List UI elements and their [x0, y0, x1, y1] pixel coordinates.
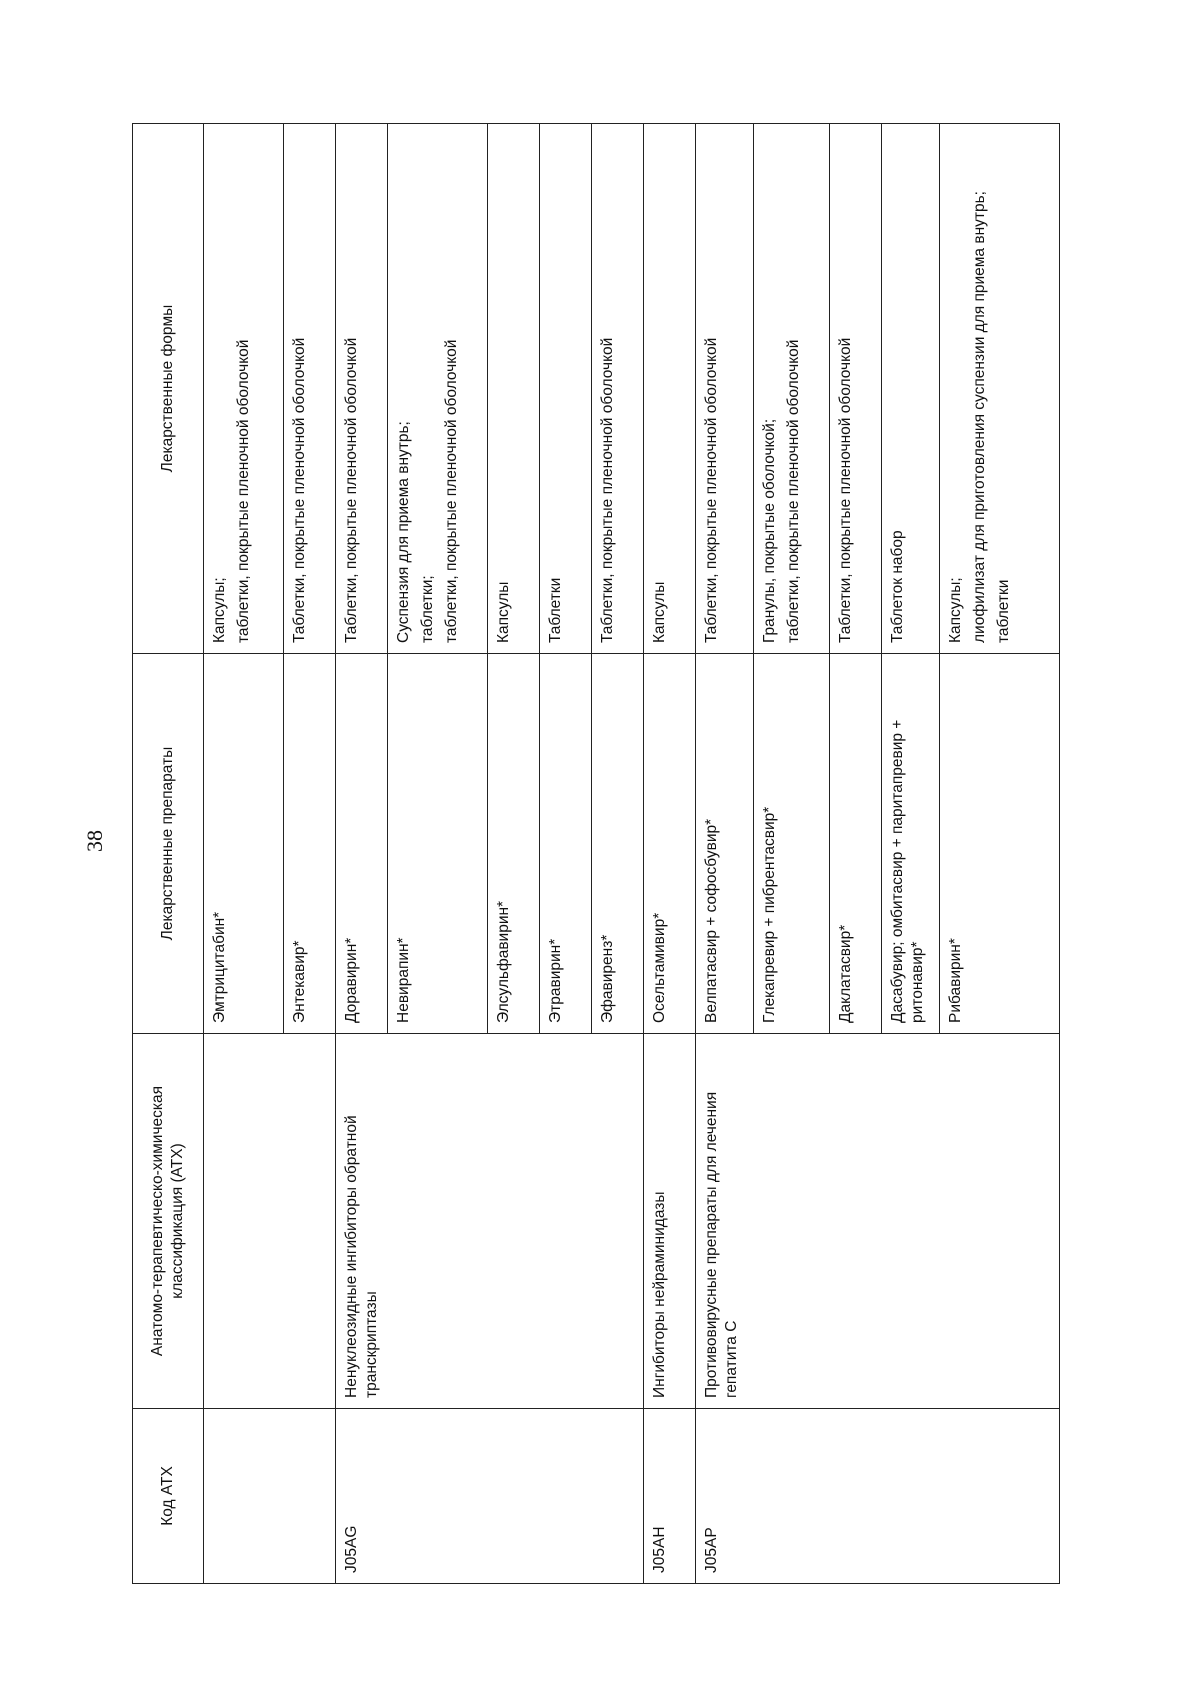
atc-classification-cell: [204, 1034, 336, 1409]
dosage-forms-cell: [830, 124, 882, 654]
dosage-form-line: Таблеток набор: [889, 530, 906, 643]
dosage-form-line: Капсулы;: [947, 577, 964, 643]
page-number: 38: [82, 830, 107, 852]
dosage-forms-cell: [488, 124, 540, 654]
atc-classification-cell: Ненуклеозидные ингибиторы обратной транскриптазы: [336, 1034, 644, 1409]
table-header-row: [133, 124, 204, 1584]
drug-name-cell: Рибавирин*: [940, 654, 1060, 1034]
drug-name-cell: Даклатасвир*: [830, 654, 882, 1034]
drug-name-cell: Дасабувир; омбитасвир + паритапревир + ритонавир*: [882, 654, 940, 1034]
atc-classification-cell: Противовирусные препараты для лечения гепатита С: [696, 1034, 1060, 1409]
dosage-form-line: таблетки;: [419, 575, 436, 643]
drug-name-cell: Велпатасвир + софосбувир*: [696, 654, 754, 1034]
dosage-forms-cell: [754, 124, 830, 654]
dosage-form-line: Таблетки, покрытые пленочной оболочкой: [343, 337, 360, 643]
dosage-form-line: таблетки: [995, 579, 1012, 643]
table-body: [204, 124, 1060, 1584]
table-row: [204, 124, 284, 1584]
dosage-form-line: Таблетки, покрытые пленочной оболочкой: [703, 337, 720, 643]
table-row: [696, 124, 754, 1584]
atc-code-cell: J05AG: [336, 1409, 644, 1584]
dosage-forms-cell: [540, 124, 592, 654]
dosage-forms-cell: [388, 124, 488, 654]
dosage-form-line: Капсулы: [495, 581, 512, 643]
dosage-forms-cell: [336, 124, 388, 654]
dosage-form-line: Таблетки: [547, 577, 564, 643]
atc-code-cell: J05AP: [696, 1409, 1060, 1584]
drug-table: [132, 123, 1060, 1584]
dosage-forms-cell: [644, 124, 696, 654]
dosage-forms-cell: [284, 124, 336, 654]
drug-name-cell: Эмтрицитабин*: [204, 654, 284, 1034]
dosage-forms-cell: [940, 124, 1060, 654]
atc-classification-cell: Ингибиторы нейраминидазы: [644, 1034, 696, 1409]
table-row: [644, 124, 696, 1584]
header-drugs: Лекарственные препараты: [133, 654, 204, 1034]
dosage-form-line: Таблетки, покрытые пленочной оболочкой: [599, 337, 616, 643]
drug-name-cell: Этравирин*: [540, 654, 592, 1034]
dosage-form-line: Таблетки, покрытые пленочной оболочкой: [291, 337, 308, 643]
dosage-forms-cell: [696, 124, 754, 654]
drug-name-cell: Эфавиренз*: [592, 654, 644, 1034]
atc-code-cell: [204, 1409, 336, 1584]
drug-name-cell: Доравирин*: [336, 654, 388, 1034]
dosage-form-line: таблетки, покрытые пленочной оболочкой: [235, 339, 252, 643]
drug-name-cell: Осельтамивир*: [644, 654, 696, 1034]
atc-code-cell: J05AH: [644, 1409, 696, 1584]
dosage-form-line: Суспензия для приема внутрь;: [395, 421, 412, 643]
dosage-forms-cell: [204, 124, 284, 654]
drug-table-container: [132, 124, 1087, 1584]
table-row: [336, 124, 388, 1584]
dosage-form-line: Таблетки, покрытые пленочной оболочкой: [837, 337, 854, 643]
header-classification: Анатомо-терапевтическо-химическая классификация (АТХ): [133, 1034, 204, 1409]
dosage-forms-cell: [592, 124, 644, 654]
dosage-form-line: Капсулы: [651, 581, 668, 643]
dosage-form-line: Капсулы;: [211, 577, 228, 643]
drug-name-cell: Энтекавир*: [284, 654, 336, 1034]
drug-name-cell: Глекапревир + пибрентасвир*: [754, 654, 830, 1034]
drug-name-cell: Элсульфавирин*: [488, 654, 540, 1034]
header-code: Код АТХ: [133, 1409, 204, 1584]
dosage-form-line: таблетки, покрытые пленочной оболочкой: [785, 339, 802, 643]
dosage-form-line: таблетки, покрытые пленочной оболочкой: [443, 339, 460, 643]
drug-name-cell: Невирапин*: [388, 654, 488, 1034]
dosage-form-line: лиофилизат для приготовления суспензии для приема внутрь;: [971, 191, 988, 643]
dosage-forms-cell: [882, 124, 940, 654]
header-forms: Лекарственные формы: [133, 124, 204, 654]
dosage-form-line: Гранулы, покрытые оболочкой;: [761, 418, 778, 643]
